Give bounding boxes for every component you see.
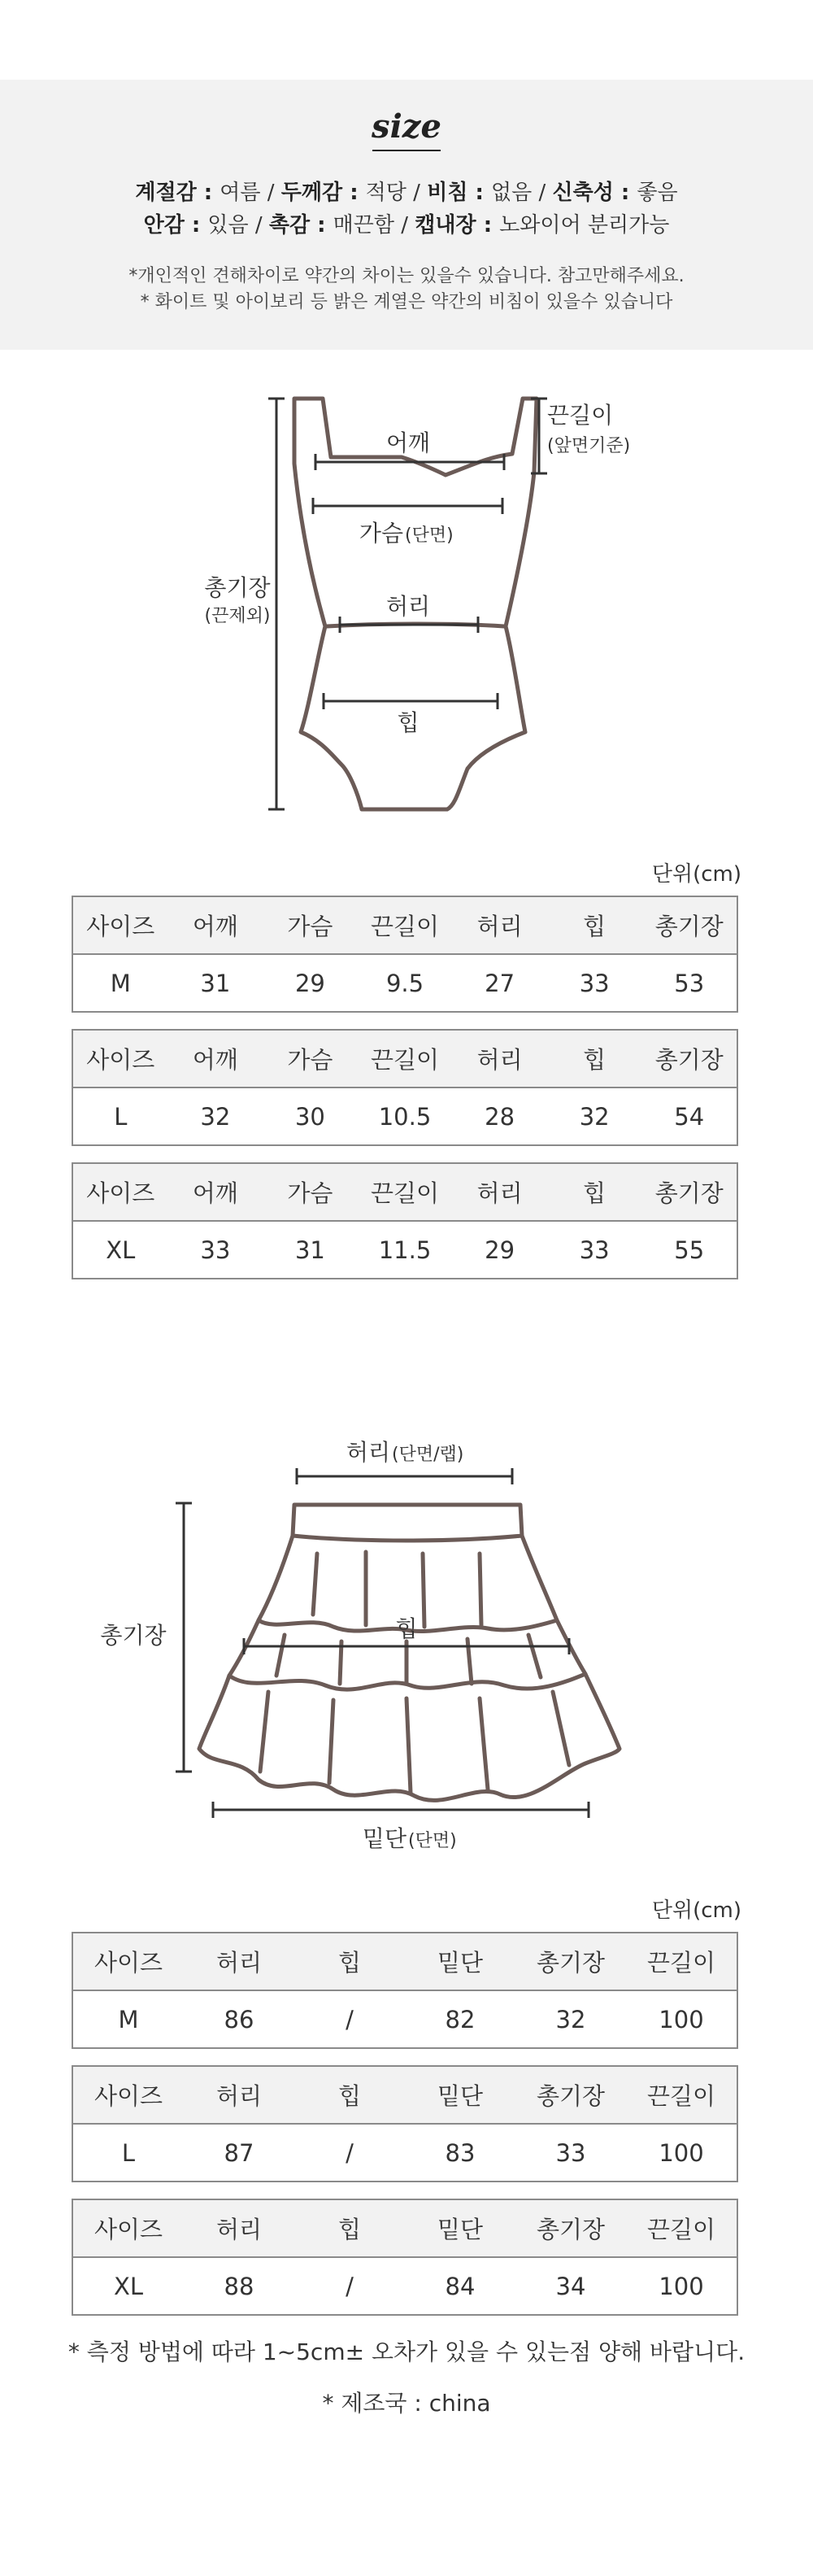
- hip-label: 힙: [395, 1615, 418, 1642]
- header-cell: 총기장: [654, 1046, 724, 1074]
- hip-label: 힙: [397, 709, 420, 736]
- table-header-row: [73, 2067, 737, 2125]
- data-cell: M: [110, 969, 131, 997]
- top-measure-diagram: [0, 382, 813, 830]
- hem-sublabel: (단면): [408, 1831, 457, 1851]
- header-cell: 힙: [337, 1949, 361, 1977]
- data-cell: /: [346, 2005, 354, 2033]
- data-cell: 33: [579, 1236, 610, 1264]
- data-cell: 55: [674, 1236, 705, 1264]
- attr-key: 촉감: [268, 213, 311, 238]
- data-cell: 54: [674, 1102, 705, 1131]
- size-table-skirt-l: [72, 2065, 738, 2182]
- header-cell: 사이즈: [86, 1046, 155, 1074]
- header-cell: 밑단: [437, 2082, 484, 2110]
- data-cell: 32: [579, 1102, 610, 1131]
- data-cell: 86: [224, 2005, 254, 2033]
- info-note-2: * 화이트 및 아이보리 등 밝은 계열은 약간의 비침이 있을수 있습니다: [140, 292, 673, 312]
- size-table-top-xl: [72, 1162, 738, 1279]
- header-cell: 밑단: [437, 1949, 484, 1977]
- data-cell: L: [121, 2138, 136, 2167]
- attr-key: 안감: [143, 213, 185, 238]
- strap-label: 끈길이: [547, 402, 614, 429]
- data-cell: 100: [659, 2005, 704, 2033]
- hem-label: 밑단: [362, 1825, 406, 1852]
- data-cell: 32: [200, 1102, 231, 1131]
- header-cell: 끈길이: [646, 1949, 716, 1977]
- header-cell: 허리: [476, 913, 523, 940]
- shoulder-label: 어깨: [385, 429, 431, 456]
- total-length-label: 총기장: [204, 574, 271, 601]
- header-cell: 사이즈: [93, 2216, 163, 2243]
- header-cell: 총기장: [536, 1949, 606, 1977]
- attr-value: 좋음: [637, 181, 678, 205]
- header-cell: 총기장: [536, 2216, 606, 2243]
- data-cell: 34: [555, 2272, 586, 2300]
- header-cell: 가슴: [287, 1179, 333, 1207]
- table-header-row: [73, 2200, 737, 2258]
- header-cell: 총기장: [654, 913, 724, 940]
- data-cell: 84: [445, 2272, 476, 2300]
- header-cell: 힙: [583, 1179, 606, 1207]
- data-cell: M: [118, 2005, 139, 2033]
- table-row: [73, 955, 737, 1011]
- total-length-sublabel: (끈제외): [204, 606, 271, 626]
- data-cell: 10.5: [378, 1102, 432, 1131]
- table-header-row: [73, 1933, 737, 1991]
- waist-sublabel: (단면/랩): [392, 1445, 464, 1465]
- attr-value: 매끈함: [333, 213, 394, 238]
- attr-key: 캡내장: [415, 213, 476, 238]
- data-cell: 88: [224, 2272, 254, 2300]
- total-length-label: 총기장: [100, 1622, 167, 1649]
- data-cell: XL: [113, 2272, 144, 2300]
- data-cell: 100: [659, 2272, 704, 2300]
- size-table-top-m: [72, 896, 738, 1013]
- fabric-info-panel: [0, 80, 813, 350]
- data-cell: 33: [555, 2138, 586, 2167]
- header-cell: 허리: [215, 1949, 263, 1977]
- attr-value: 없음: [490, 181, 533, 205]
- data-cell: 87: [224, 2138, 254, 2167]
- waist-label: 허리: [346, 1439, 390, 1466]
- table-row: [73, 1991, 737, 2047]
- header-cell: 어깨: [192, 1179, 238, 1207]
- table-row: [73, 2125, 737, 2181]
- attr-key: 계절감: [135, 181, 197, 205]
- fabric-info-row-2: 안감 : 있음 / 촉감 : 매끈함 / 캡내장 : 노와이어 분리가능: [143, 213, 670, 238]
- data-cell: 29: [294, 969, 325, 997]
- data-cell: 30: [294, 1102, 325, 1131]
- attr-key: 비침: [427, 181, 468, 205]
- table-header-row: [73, 897, 737, 955]
- data-cell: /: [346, 2272, 354, 2300]
- header-cell: 허리: [476, 1179, 523, 1207]
- data-cell: 28: [485, 1102, 515, 1131]
- header-cell: 허리: [476, 1046, 523, 1074]
- strap-sublabel: (앞면기준): [547, 436, 631, 456]
- data-cell: 33: [579, 969, 610, 997]
- header-cell: 가슴: [287, 913, 333, 940]
- attr-key: 두께감: [280, 181, 343, 205]
- info-note-1: *개인적인 견해차이로 약간의 차이는 있을수 있습니다. 참고만해주세요.: [128, 266, 685, 286]
- data-cell: 11.5: [378, 1236, 432, 1264]
- table-row: [73, 1222, 737, 1278]
- table-row: [73, 2258, 737, 2314]
- header-cell: 끈길이: [371, 1179, 440, 1207]
- size-table-skirt-m: [72, 1932, 738, 2049]
- chest-label: 가슴: [359, 520, 403, 547]
- header-cell: 힙: [583, 913, 606, 940]
- data-cell: 32: [555, 2005, 586, 2033]
- table-header-row: [73, 1031, 737, 1088]
- data-cell: 82: [445, 2005, 476, 2033]
- header-cell: 사이즈: [86, 913, 155, 940]
- data-cell: 33: [200, 1236, 231, 1264]
- title-underline: [372, 150, 441, 151]
- header-cell: 끈길이: [646, 2216, 716, 2243]
- header-cell: 어깨: [192, 913, 238, 940]
- origin-note: * 제조국 : china: [322, 2390, 491, 2417]
- data-cell: 83: [445, 2138, 476, 2167]
- header-cell: 어깨: [192, 1046, 238, 1074]
- waist-label: 허리: [385, 593, 431, 620]
- header-cell: 사이즈: [86, 1179, 155, 1207]
- table-header-row: [73, 1164, 737, 1222]
- data-cell: 100: [659, 2138, 704, 2167]
- data-cell: 31: [200, 969, 231, 997]
- unit-label: 단위(cm): [651, 862, 741, 887]
- data-cell: 31: [294, 1236, 325, 1264]
- unit-label: 단위(cm): [651, 1898, 741, 1923]
- header-cell: 힙: [583, 1046, 606, 1074]
- size-table-skirt-xl: [72, 2199, 738, 2316]
- data-cell: 27: [485, 969, 515, 997]
- header-cell: 총기장: [536, 2082, 606, 2110]
- header-cell: 힙: [337, 2082, 361, 2110]
- chest-sublabel: (단면): [405, 525, 454, 546]
- header-cell: 사이즈: [93, 1949, 163, 1977]
- header-cell: 총기장: [654, 1179, 724, 1207]
- skirt-measure-diagram: [0, 1432, 813, 1871]
- attr-value: 적당: [365, 181, 406, 205]
- size-table-top-l: [72, 1029, 738, 1146]
- header-cell: 가슴: [287, 1046, 333, 1074]
- attr-value: 여름: [220, 181, 261, 205]
- header-cell: 끈길이: [371, 913, 440, 940]
- table-row: [73, 1088, 737, 1144]
- measurement-note: * 측정 방법에 따라 1~5cm± 오차가 있을 수 있는점 양해 바랍니다.: [67, 2338, 746, 2365]
- skirt-waistband: [293, 1505, 522, 1541]
- attr-key: 신축성: [552, 181, 614, 205]
- section-title: size: [372, 107, 441, 146]
- data-cell: 53: [674, 969, 705, 997]
- header-cell: 허리: [215, 2216, 263, 2243]
- header-cell: 끈길이: [646, 2082, 716, 2110]
- header-cell: 사이즈: [93, 2082, 163, 2110]
- data-cell: /: [346, 2138, 354, 2167]
- header-cell: 허리: [215, 2082, 263, 2110]
- header-cell: 끈길이: [371, 1046, 440, 1074]
- data-cell: XL: [106, 1236, 136, 1264]
- data-cell: 29: [485, 1236, 515, 1264]
- attr-value: 있음: [207, 213, 249, 238]
- header-cell: 밑단: [437, 2216, 484, 2243]
- header-cell: 힙: [337, 2216, 361, 2243]
- attr-value: 노와이어 분리가능: [499, 213, 670, 238]
- data-cell: 9.5: [385, 969, 424, 997]
- fabric-info-row-1: 계절감 : 여름 / 두께감 : 적당 / 비침 : 없음 / 신축성 : 좋음: [135, 181, 678, 205]
- data-cell: L: [114, 1102, 128, 1131]
